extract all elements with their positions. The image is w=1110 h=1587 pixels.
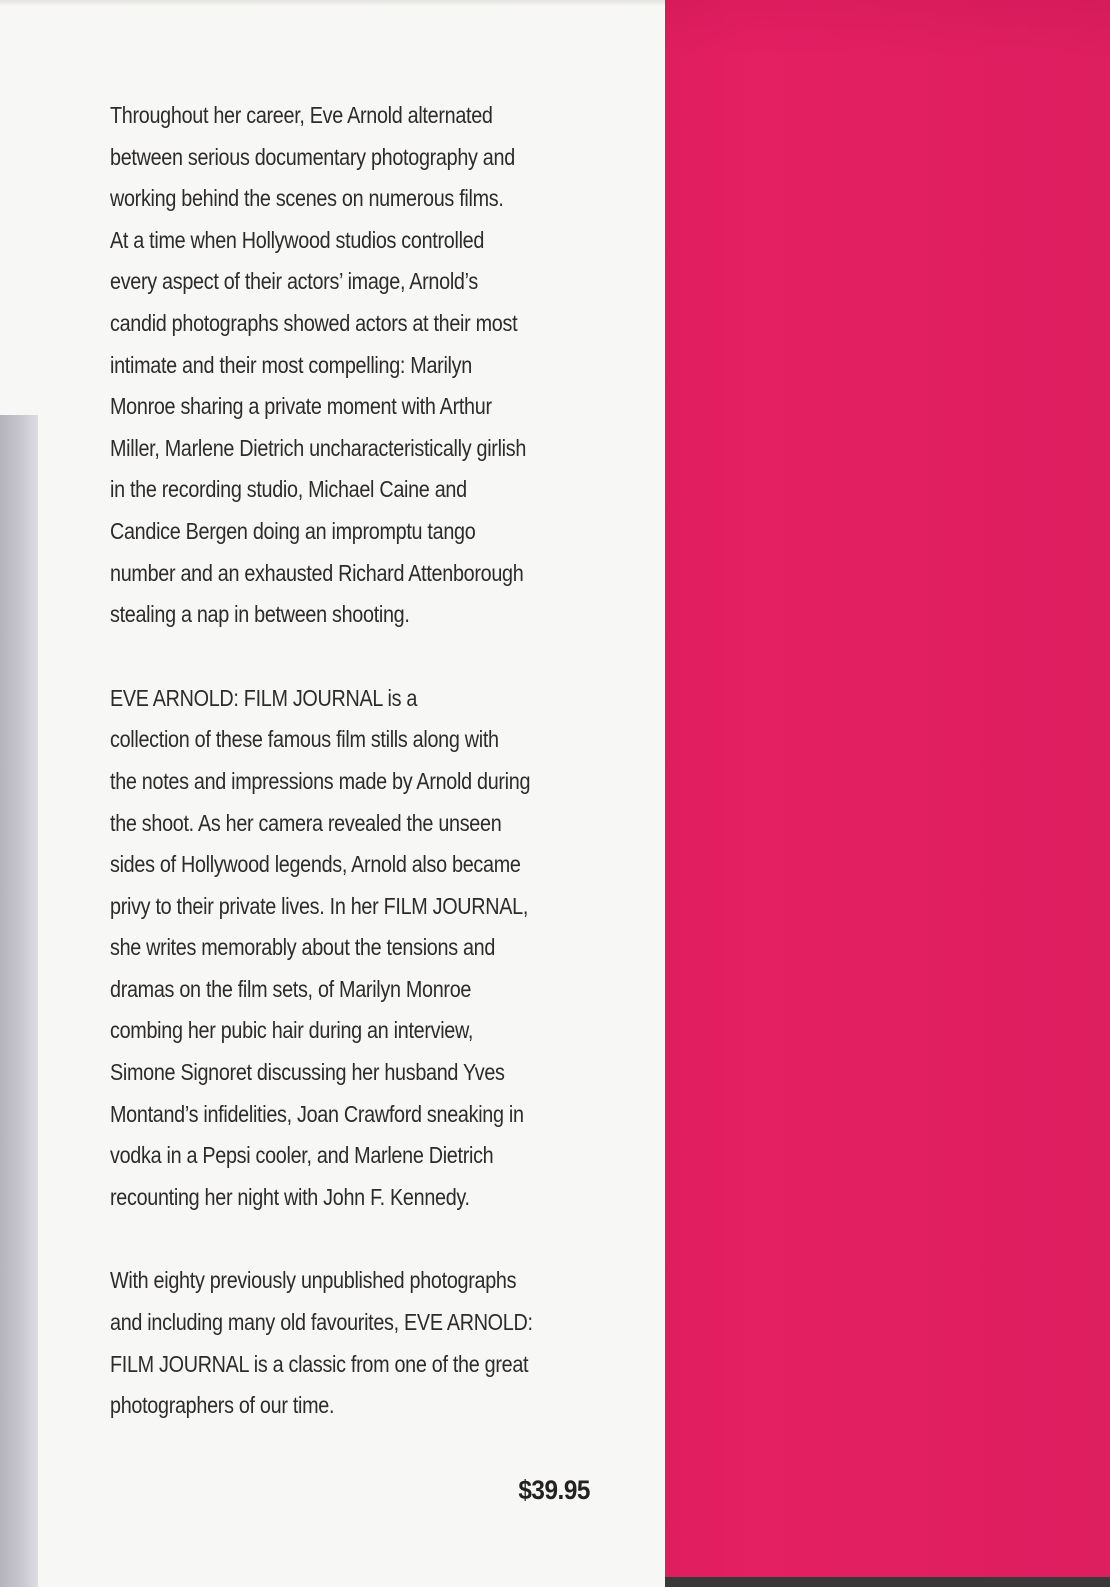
blurb-paragraph-3: With eighty previously unpublished photographs and including many old favourites, EVE ARNOLD: FILM JOURNAL is a classic from one of the great photographers of our time. <box>110 1267 533 1419</box>
blurb-text <box>110 95 629 1469</box>
blurb-paragraph-1: Throughout her career, Eve Arnold alternated between serious documentary photography and working behind the scenes on numerous films. At a time when Hollywood studios controlled every aspect of their actors’ image, Arnold’s candid photographs showed actors at their most intimate and their most compelling: Marilyn Monroe sharing a private moment with Arthur Miller, Marlene Dietrich uncharacteristically girlish in the recording studio, Michael Caine and Candice Bergen doing an impromptu tango number and an exhausted Richard Attenborough stealing a nap in between shooting. <box>110 102 527 628</box>
blurb-paragraph-2: EVE ARNOLD: FILM JOURNAL is a collection of these famous film stills along with the notes and impressions made by Arnold during the shoot. As her camera revealed the unseen sides of Hollywood legends, Arnold also became privy to their private lives. In her FILM JOURNAL, she writes memorably about the tensions and dramas on the film sets, of Marilyn Monroe combing her pubic hair during an interview, Simone Signoret discussing her husband Yves Montand’s infidelities, Joan Crawford sneaking in vodka in a Pepsi cooler, and Marlene Dietrich recounting her night with John F. Kennedy. <box>110 684 531 1210</box>
bottom-dark-strip <box>665 1577 1110 1587</box>
pink-panel-top-band <box>665 0 1110 60</box>
pink-panel-shading <box>665 0 1110 1587</box>
price-label: $39.95 <box>518 1475 590 1505</box>
left-edge-shade <box>0 415 38 1587</box>
top-edge-shade <box>0 0 665 6</box>
